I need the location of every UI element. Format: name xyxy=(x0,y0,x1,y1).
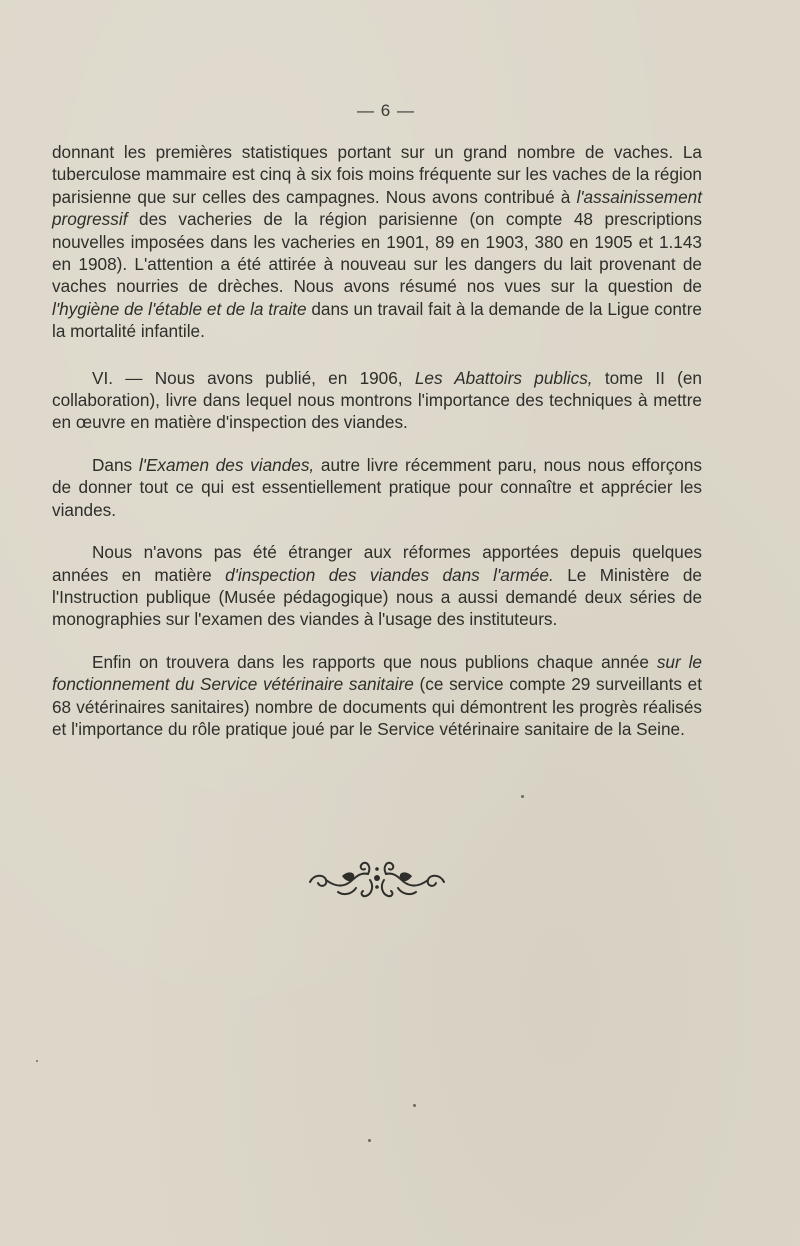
italic-title-service-veterinaire: sur le fonctionnement du Service vétérinaire sanitaire xyxy=(52,651,702,695)
paragraph-examen-viandes xyxy=(52,454,702,521)
text-run: Le Ministère de l'Instruction publique (Musée pédagogique) nous a aussi demandé deux séries de monographies sur l'examen des viandes à l'usage des instituteurs. xyxy=(52,564,702,630)
text-run: Nous n'avons pas été étranger aux réformes apportées depuis quelques années en matière xyxy=(52,542,702,585)
italic-title-examen-viandes: l'Examen des viandes, xyxy=(138,454,315,475)
paper-speck xyxy=(521,795,524,798)
paper-speck xyxy=(413,1104,416,1107)
italic-title-hygiene-etable: l'hygiène de l'étable et de la traite xyxy=(52,298,307,319)
italic-title-abattoirs-publics: Les Abattoirs publics, xyxy=(414,367,593,388)
text-run: Dans xyxy=(92,454,139,475)
text-run: dans un travail fait à la demande de la Ligue contre la mortalité infantile. xyxy=(52,298,702,342)
paragraph-milk-hygiene xyxy=(52,141,702,343)
text-run: donnant les premières statistiques portant sur un grand nombre de vaches. La tuberculose mammaire est cinq à six fois moins fréquente sur les vaches de la région parisienne que sur celles des campagnes. Nous avons contribué à xyxy=(52,142,702,207)
text-run: des vacheries de la région parisienne (on compte 48 prescriptions nouvelles imposées dans les vacheries en 1901, 89 en 1903, 380 en 1905 et 1.143 en 1908). L'attention a été attirée à nouveau sur les dangers du lait provenant de vaches nourries de drèches. Nous avons résumé nos vues sur la question de xyxy=(52,209,702,297)
italic-title-assainissement: l'assainissement progressif xyxy=(52,186,702,230)
text-run: tome II (en collaboration), livre dans lequel nous montrons l'importance des techniques à mettre en œuvre en matière d'inspection des viandes. xyxy=(52,367,702,433)
page-number: — 6 — xyxy=(357,101,415,120)
paragraph-reformes-armee xyxy=(52,541,702,631)
text-run: VI. — Nous avons publié, en 1906, xyxy=(92,367,415,388)
paragraph-service-veterinaire xyxy=(52,651,702,741)
fleuron-ornament-icon xyxy=(302,852,452,904)
text-run: Enfin on trouvera dans les rapports que nous publions chaque année xyxy=(92,651,657,672)
text-run: autre livre récemment paru, nous nous efforçons de donner tout ce qui est essentiellement pratique pour connaître et apprécier les viandes. xyxy=(52,454,702,520)
paper-speck xyxy=(36,1060,38,1062)
text-run: (ce service compte 29 surveillants et 68 vétérinaires sanitaires) nombre de documents qui démontrent les progrès réalisés et l'importance du rôle pratique joué par le Service vétérinaire sanitaire de la Seine. xyxy=(52,674,702,739)
paragraph-abattoirs xyxy=(52,367,702,434)
paper-speck xyxy=(368,1139,371,1142)
italic-title-inspection-armee: d'inspection des viandes dans l'armée. xyxy=(225,564,554,585)
page-body xyxy=(52,141,702,740)
